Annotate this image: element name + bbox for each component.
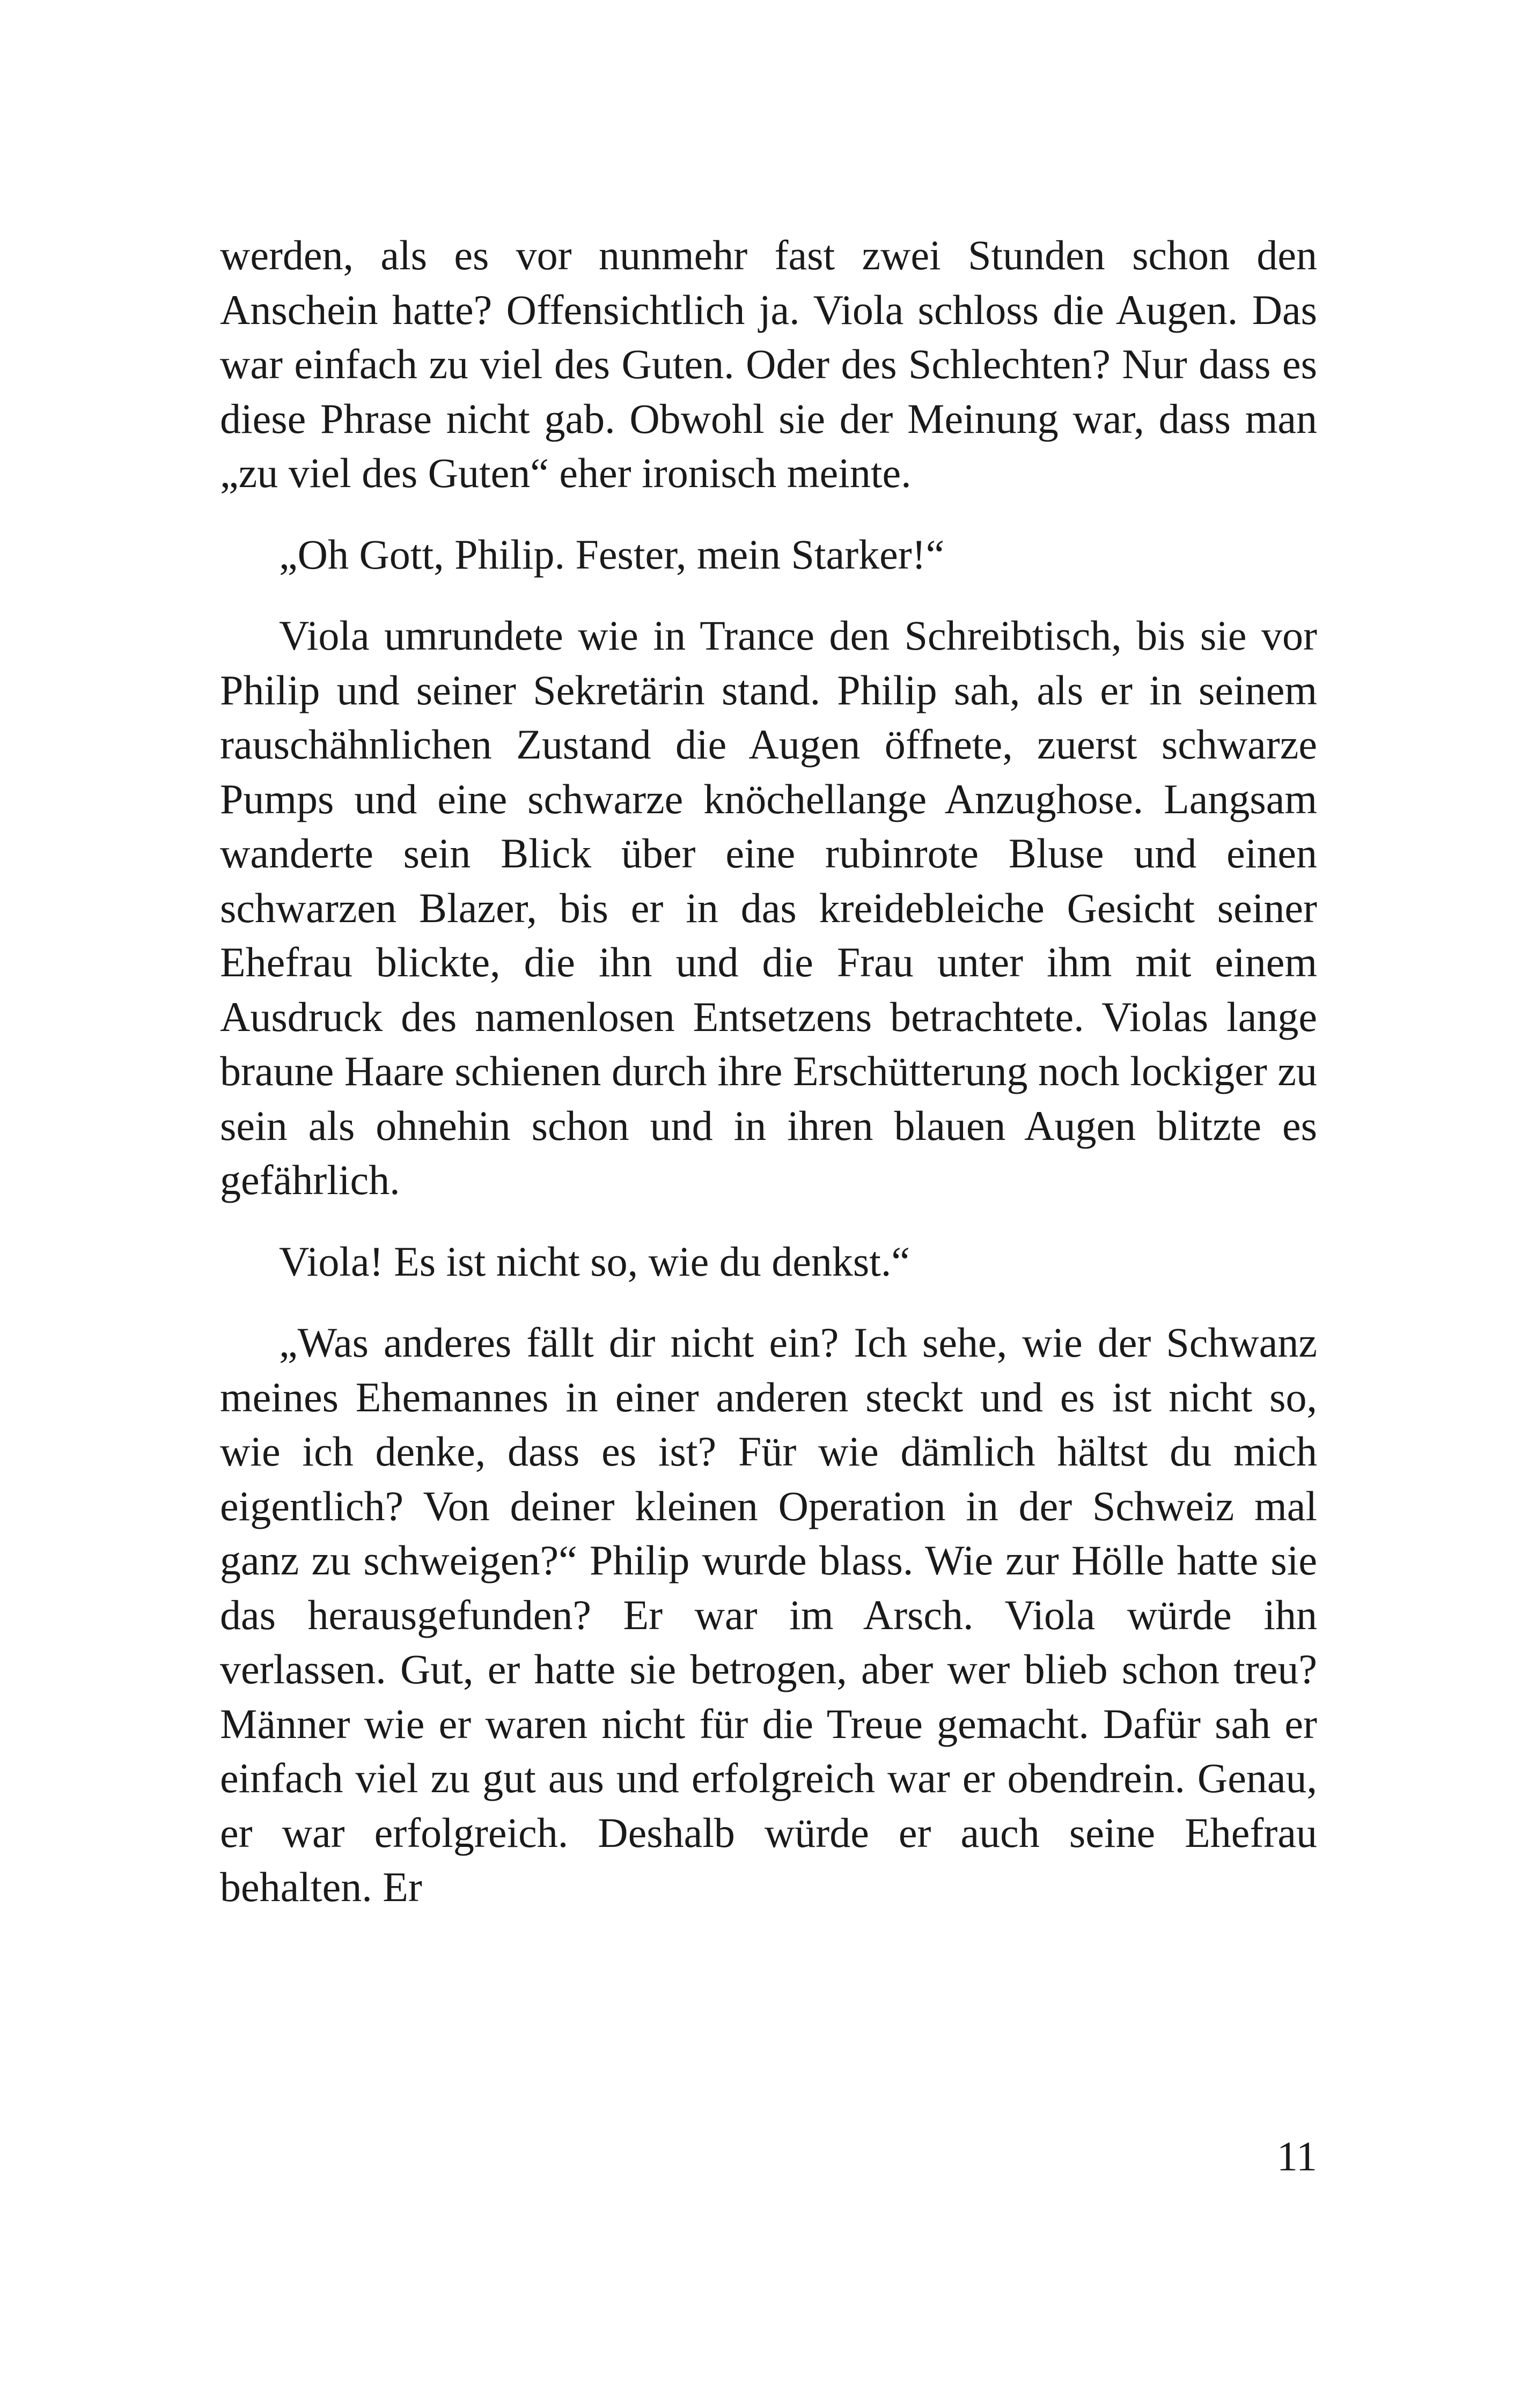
paragraph: Viola! Es ist nicht so, wie du denkst.“ [279, 1238, 910, 1285]
paragraph: „Was anderes fällt dir nicht ein? Ich sehe, wie der Schwanz meines Ehemannes in einer anderen steckt und es ist nicht so, wie ich denke, dass es ist? Für wie dämlich hältst du mich eigentlich? Von deiner kleinen Operation in der Schweiz mal ganz zu schweigen?“ Philip wurde blass. Wie zur Hölle hatte sie das herausgefunden? Er war im Arsch. Viola würde ihn verlassen. Gut, er hatte sie betrogen, aber wer blieb schon treu? Männer wie er waren nicht für die Treue gemacht. Dafür sah er einfach viel zu gut aus und erfolgreich war er obendrein. Genau, er war erfolgreich. Deshalb würde er auch seine Ehefrau behalten. Er [220, 1319, 1317, 1910]
body-text [220, 228, 1317, 1941]
paragraph: Viola umrundete wie in Trance den Schreibtisch, bis sie vor Philip und seiner Sekretärin stand. Philip sah, als er in seinem rauschähnlichen Zustand die Augen öffnete, zuerst schwarze Pumps und eine schwarze knöchellange Anzughose. Langsam wanderte sein Blick über eine rubinrote Bluse und einen schwarzen Blazer, bis er in das kreidebleiche Gesicht seiner Ehefrau blickte, die ihn und die Frau unter ihm mit einem Ausdruck des namenlosen Entsetzens betrachtete. Violas lange braune Haare schienen durch ihre Erschütterung noch lockiger zu sein als ohnehin schon und in ihren blauen Augen blitzte es gefährlich. [220, 612, 1317, 1203]
page-number: 11 [1276, 2133, 1317, 2179]
paragraph: werden, als es vor nunmehr fast zwei Stunden schon den Anschein hatte? Offensichtlich ja. Viola schloss die Augen. Das war einfach zu viel des Guten. Oder des Schlechten? Nur dass es diese Phrase nicht gab. Obwohl sie der Meinung war, dass man „zu viel des Guten“ eher ironisch meinte. [220, 232, 1317, 496]
paragraph: „Oh Gott, Philip. Fester, mein Starker!“ [279, 531, 945, 578]
